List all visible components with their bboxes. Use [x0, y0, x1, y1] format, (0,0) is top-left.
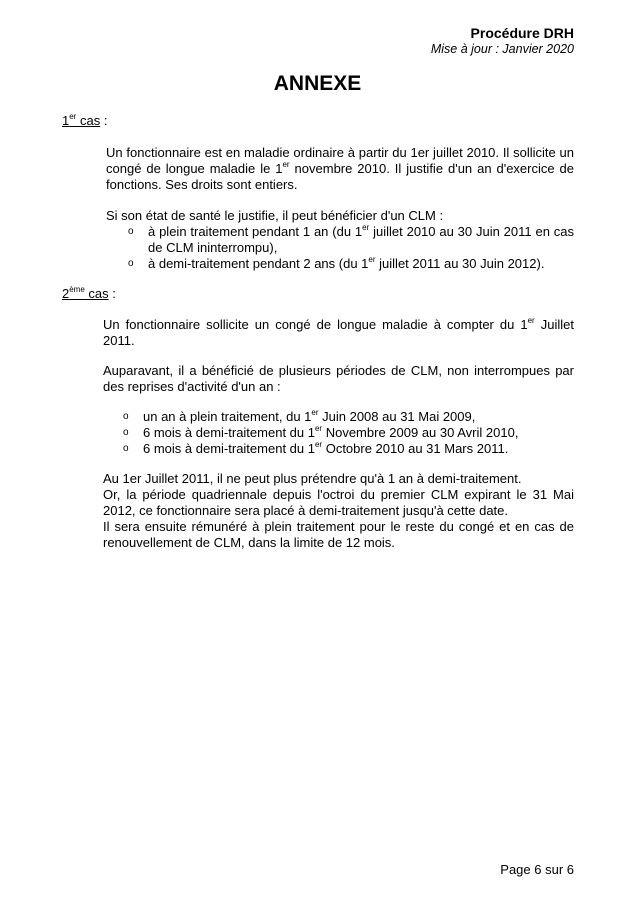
case2-para2-text: Auparavant, il a bénéficié de plusieurs périodes de CLM, non interrompues par des reprises d'activité d'un an : — [103, 363, 574, 394]
case2-word: cas — [84, 286, 109, 301]
case2-paragraph-1 — [103, 317, 574, 349]
case1-ordinal: 1 — [62, 113, 70, 128]
item-text-a: à demi-traitement pendant 2 ans (du 1 — [148, 256, 369, 271]
case1-para1-a: Un fonctionnaire est en maladie ordinaire à partir du 1er juillet 2010. Il sollicite un congé de longue maladie le 1 — [106, 145, 574, 176]
item-text-a: un an à plein traitement, du 1 — [143, 409, 312, 424]
case2-heading — [62, 286, 116, 301]
item-text-a: à plein traitement pendant 1 an (du 1 — [148, 224, 363, 239]
case2-ordinal-sup: ème — [69, 285, 85, 294]
case1-para1-b: novembre 2010. Il justifie d'un an d'exercice de fonctions. Ses droits sont entiers. — [106, 161, 574, 192]
case1-paragraph-2 — [106, 208, 574, 224]
item-text-b: Novembre 2009 au 30 Avril 2010, — [322, 425, 519, 440]
case2-ordinal: 2 — [62, 286, 70, 301]
list-item — [123, 409, 574, 425]
case1-word: cas — [76, 113, 101, 128]
header-subtitle: Mise à jour : Janvier 2020 — [430, 42, 574, 56]
item-text-a: 6 mois à demi-traitement du 1 — [143, 441, 315, 456]
case2-list — [123, 409, 574, 457]
bullet-icon: o — [128, 258, 134, 269]
item-sup: er — [311, 408, 319, 417]
case2-para1-sup: er — [527, 316, 535, 325]
bullet-icon: o — [123, 427, 129, 438]
bullet-icon: o — [128, 226, 134, 237]
header-title: Procédure DRH — [470, 25, 574, 41]
item-sup: er — [314, 440, 323, 449]
item-text-b: juillet 2010 au 30 Juin 2011 en cas de CLM ininterrompu), — [148, 224, 575, 255]
list-item — [128, 224, 574, 256]
item-text-b: juillet 2011 au 30 Juin 2012). — [375, 256, 545, 271]
list-item — [128, 256, 574, 272]
case1-paragraph-1 — [106, 145, 574, 193]
item-sup: er — [314, 424, 323, 433]
page-heading: ANNEXE — [273, 72, 362, 95]
case2-para3-line2: Or, la période quadriennale depuis l'octroi du premier CLM expirant le 31 Mai 2012, ce fonctionnaire sera placé à demi-traitement jusqu'à cette date. — [103, 487, 574, 518]
list-item — [123, 425, 574, 441]
case2-para3-line3: Il sera ensuite rémunéré à plein traitement pour le reste du congé et en cas de renouvellement de CLM, dans la limite de 12 mois. — [103, 519, 574, 550]
case1-ordinal-sup: er — [69, 112, 77, 121]
case2-colon: : — [108, 286, 116, 301]
case1-colon: : — [100, 113, 108, 128]
case2-para1-b: Juillet 2011. — [103, 317, 574, 348]
page-number: Page 6 sur 6 — [500, 862, 574, 877]
list-item — [123, 441, 574, 457]
item-sup: er — [368, 255, 376, 264]
case2-para3-line1: Au 1er Juillet 2011, il ne peut plus prétendre qu'à 1 an à demi-traitement. — [103, 471, 522, 486]
bullet-icon: o — [123, 443, 129, 454]
case2-para1-a: Un fonctionnaire sollicite un congé de longue maladie à compter du 1 — [103, 317, 528, 332]
item-text-b: Juin 2008 au 31 Mai 2009, — [318, 409, 476, 424]
item-text-a: 6 mois à demi-traitement du 1 — [143, 425, 315, 440]
item-text-b: Octobre 2010 au 31 Mars 2011. — [322, 441, 509, 456]
case2-paragraph-2 — [103, 363, 574, 395]
bullet-icon: o — [123, 411, 129, 422]
case1-list — [128, 224, 574, 272]
item-sup: er — [362, 223, 370, 232]
case1-heading — [62, 113, 107, 128]
case2-paragraph-3 — [103, 471, 574, 551]
case1-para2-text: Si son état de santé le justifie, il peut bénéficier d'un CLM : — [106, 208, 444, 223]
case1-para1-sup: er — [282, 160, 290, 169]
